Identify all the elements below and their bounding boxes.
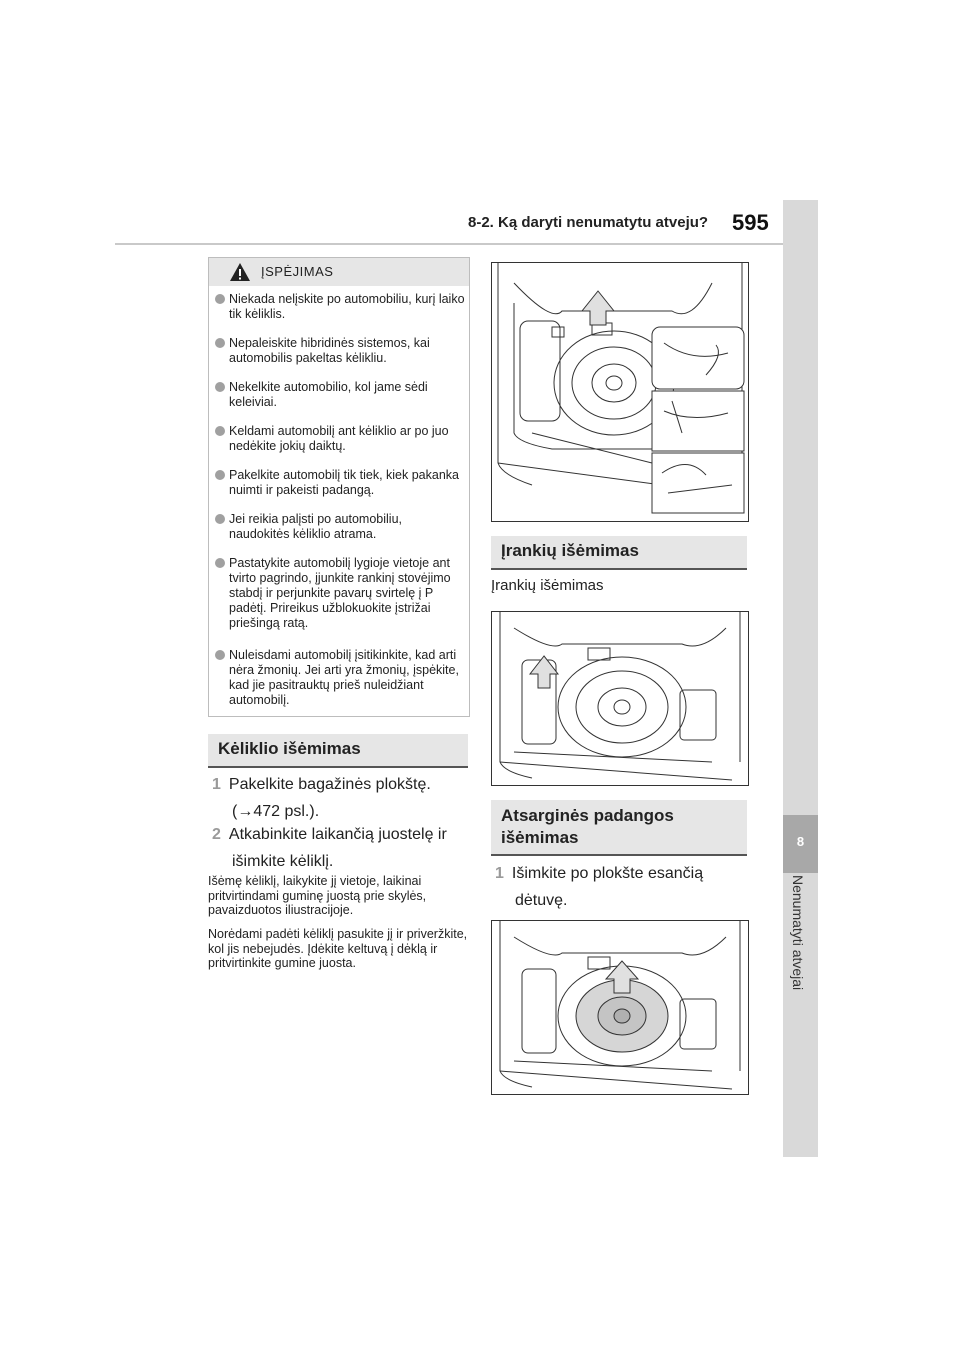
warning-title: ĮSPĖJIMAS	[261, 264, 334, 279]
jack-section-title: Kėliklio išėmimas	[218, 739, 361, 758]
spare-step-1	[495, 864, 755, 911]
jack-step-2	[212, 825, 472, 872]
warning-header	[209, 258, 469, 286]
trunk-jack-drawing	[492, 263, 748, 521]
spare-title-line2: išėmimas	[501, 828, 579, 847]
spare-section-header	[491, 800, 747, 856]
bullet-icon	[215, 426, 225, 436]
step-text: Pakelkite bagažinės plokštę.	[228, 776, 431, 793]
step-text: Atkabinkite laikančią juostelę ir	[228, 826, 447, 843]
trunk-tools-drawing	[492, 612, 748, 785]
step-number: 1	[212, 776, 221, 793]
warning-item: Pakelkite automobilį tik tiek, kiek pakanka nuimti ir pakeisti padangą.	[215, 468, 465, 498]
warning-item: Nekelkite automobilio, kol jame sėdi keleiviai.	[215, 380, 465, 410]
warning-item: Pastatykite automobilį lygioje vietoje ant tvirto pagrindo, įjunkite rankinį stovėjimo stabdį ir perjunkite pavarų svirtelę į P padėtį. Prireikus užblokuokite įstrižai priešingą ratą.	[215, 556, 465, 631]
warning-box	[208, 257, 470, 717]
jack-note-2: Norėdami padėti kėliklį pasukite jį ir priveržkite, kol jis nebejudės. Įdėkite keltuvą į dėklą ir pritvirtinkite gumine juosta.	[208, 927, 468, 970]
warning-triangle-icon	[229, 262, 251, 282]
warning-item: Nepaleiskite hibridinės sistemos, kai automobilis pakeltas kėlikliu.	[215, 336, 465, 366]
trunk-spare-drawing	[492, 921, 748, 1094]
header-divider	[115, 243, 785, 245]
bullet-icon	[215, 470, 225, 480]
step-number: 2	[212, 826, 221, 843]
jack-section-header	[208, 734, 468, 768]
jack-note-1: Išėmę kėliklį, laikykite jį vietoje, laikinai pritvirtindami guminę juostą prie skylės, pavaizduotos iliustracijoje.	[208, 874, 427, 917]
bullet-icon	[215, 294, 225, 304]
bullet-icon	[215, 514, 225, 524]
tools-caption: Įrankių išėmimas	[491, 577, 604, 594]
spare-title-line1: Atsarginės padangos	[501, 806, 674, 825]
spare-section-title	[501, 805, 674, 849]
step-number: 1	[495, 865, 504, 882]
bullet-icon	[215, 382, 225, 392]
chapter-label-wrap	[790, 875, 812, 1055]
tools-section-header	[491, 536, 747, 570]
bullet-icon	[215, 650, 225, 660]
section-title: 8-2. Ką daryti nenumatytu atveju?	[468, 214, 709, 231]
bullet-icon	[215, 338, 225, 348]
step-text-cont: dėtuvę.	[515, 892, 568, 909]
warning-item: Niekada nelįskite po automobiliu, kurį laiko tik kėliklis.	[215, 292, 465, 322]
chapter-label: Nenumatyti atvejai	[790, 875, 806, 991]
tools-section-title: Įrankių išėmimas	[501, 541, 639, 560]
bullet-icon	[215, 558, 225, 568]
step-text-cont: (→472 psl.).	[232, 803, 320, 820]
warning-item: Nuleisdami automobilį įsitikinkite, kad arti nėra žmonių. Jei arti yra žmonių, įspėkite, kad jie pasitrauktų prieš nuleidžiant automobilį.	[215, 648, 465, 708]
chapter-number: 8	[796, 834, 805, 849]
step-text-cont: išimkite kėliklį.	[232, 853, 334, 870]
page-number: 595	[732, 210, 769, 235]
spare-tire-illustration	[491, 920, 749, 1095]
warning-item: Keldami automobilį ant kėliklio ar po juo nedėkite jokių daiktų.	[215, 424, 465, 454]
tools-removal-illustration	[491, 611, 749, 786]
jack-step-1	[212, 775, 472, 822]
jack-removal-illustration	[491, 262, 749, 522]
warning-item: Jei reikia palįsti po automobiliu, naudokitės kėliklio atrama.	[215, 512, 465, 542]
step-text: Išimkite po plokšte esančią	[511, 865, 704, 882]
